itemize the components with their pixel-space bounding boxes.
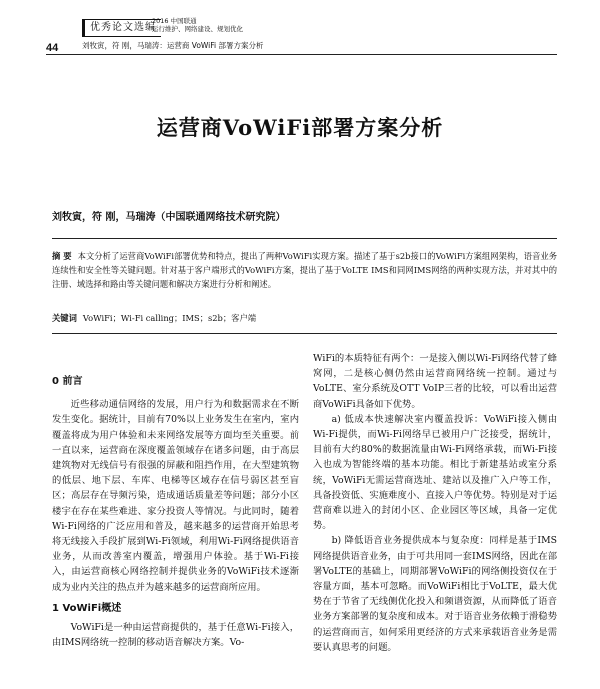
body-paragraph: WiFi的本质特征有两个：一是接入侧以Wi-Fi网络代替了蜂窝网，二是核心侧仍然由运营商网络统一控制。通过与VoLTE、室分系统及OTT VoIP三者的比较，可以看出运营商VoWiFi具备如下优势。: [313, 353, 557, 410]
left-column: [52, 374, 299, 650]
running-head: 刘牧寅，符 刚，马瑞涛：运营商 VoWiFi 部署方案分析: [82, 41, 264, 50]
keywords: [52, 311, 557, 325]
journal-badge: 优秀论文选编: [82, 19, 161, 37]
keywords-text: VoWiFi；Wi-Fi calling；IMS；s2b；客户端: [82, 313, 257, 323]
page-number: 44: [46, 42, 59, 54]
article-title: 运营商VoWiFi部署方案分析: [156, 115, 444, 140]
article-authors: 刘牧寅，符 刚，马瑞涛（中国联通网络技术研究院）: [52, 212, 286, 223]
body-paragraph: 近些移动通信网络的发展，用户行为和数据需求在不断发生变化。据统计，目前有70%以上业务发生在室内，室内覆盖将成为用户体验和未来网络发展等方面均至关重要。前一直以来，运营商在深度覆盖领域存在诸多问题，由于高层建筑物对无线信号有很强的屏蔽和阻挡作用，在大型建筑物的低层、地下层、车库、电梯等区域存在信号弱区甚至盲区；高层存在导频污染，造成通话质量差等问题；部分小区楼宇在存在某些难进、家分投资人等情况。与此同时，随着Wi-Fi网络的广泛应用和普及，越来越多的运营商开始思考将无线接入手段扩展到Wi-Fi领域，利用Wi-Fi网络提供语音业务，从而改善室内覆盖，增强用户体验。基于Wi-Fi接入，由运营商核心网络控制并提供业务的VoWiFi技术逐渐成为业内关注的热点并为越来越多的运营商所应用。: [52, 399, 299, 593]
abstract-label: 摘 要: [52, 251, 72, 261]
list-item-b: b) 降低语音业务提供成本与复杂度：同样是基于IMS网络提供语音业务，由于可共用同一套IMS网络，因此在部署VoLTE的基础上，同期部署VoWiFi的网络侧投资仅在于容量方面，基本可忽略。而VoWiFi相比于VoLTE，最大优势在于节省了无线侧优化投入和频谱资源，从而降低了语音业务方案部署的复杂度和成本。对于语音业务依赖于滑稳势的运营商而言，如何采用更经济的方式来承载语音业务是需要认真思考的问题。: [313, 535, 557, 653]
body-paragraph: VoWiFi是一种由运营商提供的，基于任意Wi-Fi接入，由IMS网络统一控制的移动语音解决方案。Vo-: [52, 622, 299, 649]
abstract-top-rule: [52, 238, 557, 239]
journal-info-line: 2016 中国联通: [152, 17, 197, 25]
keywords-label: 关键词: [52, 313, 77, 323]
abstract: [52, 249, 557, 291]
abstract-text: 本文分析了运营商VoWiFi部署优势和特点，提出了两种VoWiFi实现方案。描述了基于s2b接口的VoWiFi方案组网架构，语音业务连续性和安全性等关键问题。针对基于客户端形式的VoWiFi方案，提出了基于VoLTE IMS和同网IMS网络的两种实现方法，并对其中的注册、域选择和路由等关键问题和解决方案进行分析和阐述。: [52, 251, 557, 289]
journal-info: [152, 17, 243, 33]
right-column: [313, 351, 557, 655]
list-item-a: a) 低成本快速解决室内覆盖投诉：VoWiFi接入侧由Wi-Fi提供，而Wi-Fi网络早已被用户广泛接受，据统计，目前有大约80%的数据流量由Wi-Fi网络承载，而Wi-Fi接入也成为智能终端的基本功能。相比于新建基站或室分系统，VoWiFi无需运营商选址、建站以及推广入户等工作，具备投资低、实施难度小、直接入户等优势。特别是对于运营商难以进入的封闭小区、企业园区等区域，具备一定优势。: [313, 413, 557, 532]
section-heading-intro: 0 前言: [52, 376, 83, 387]
journal-info-line: 运行维护、网络建设、规划优化: [152, 25, 243, 33]
section-heading-vowifi: 1 VoWiFi概述: [52, 602, 122, 614]
header-rule: [46, 54, 557, 55]
abstract-bottom-rule: [52, 333, 557, 334]
